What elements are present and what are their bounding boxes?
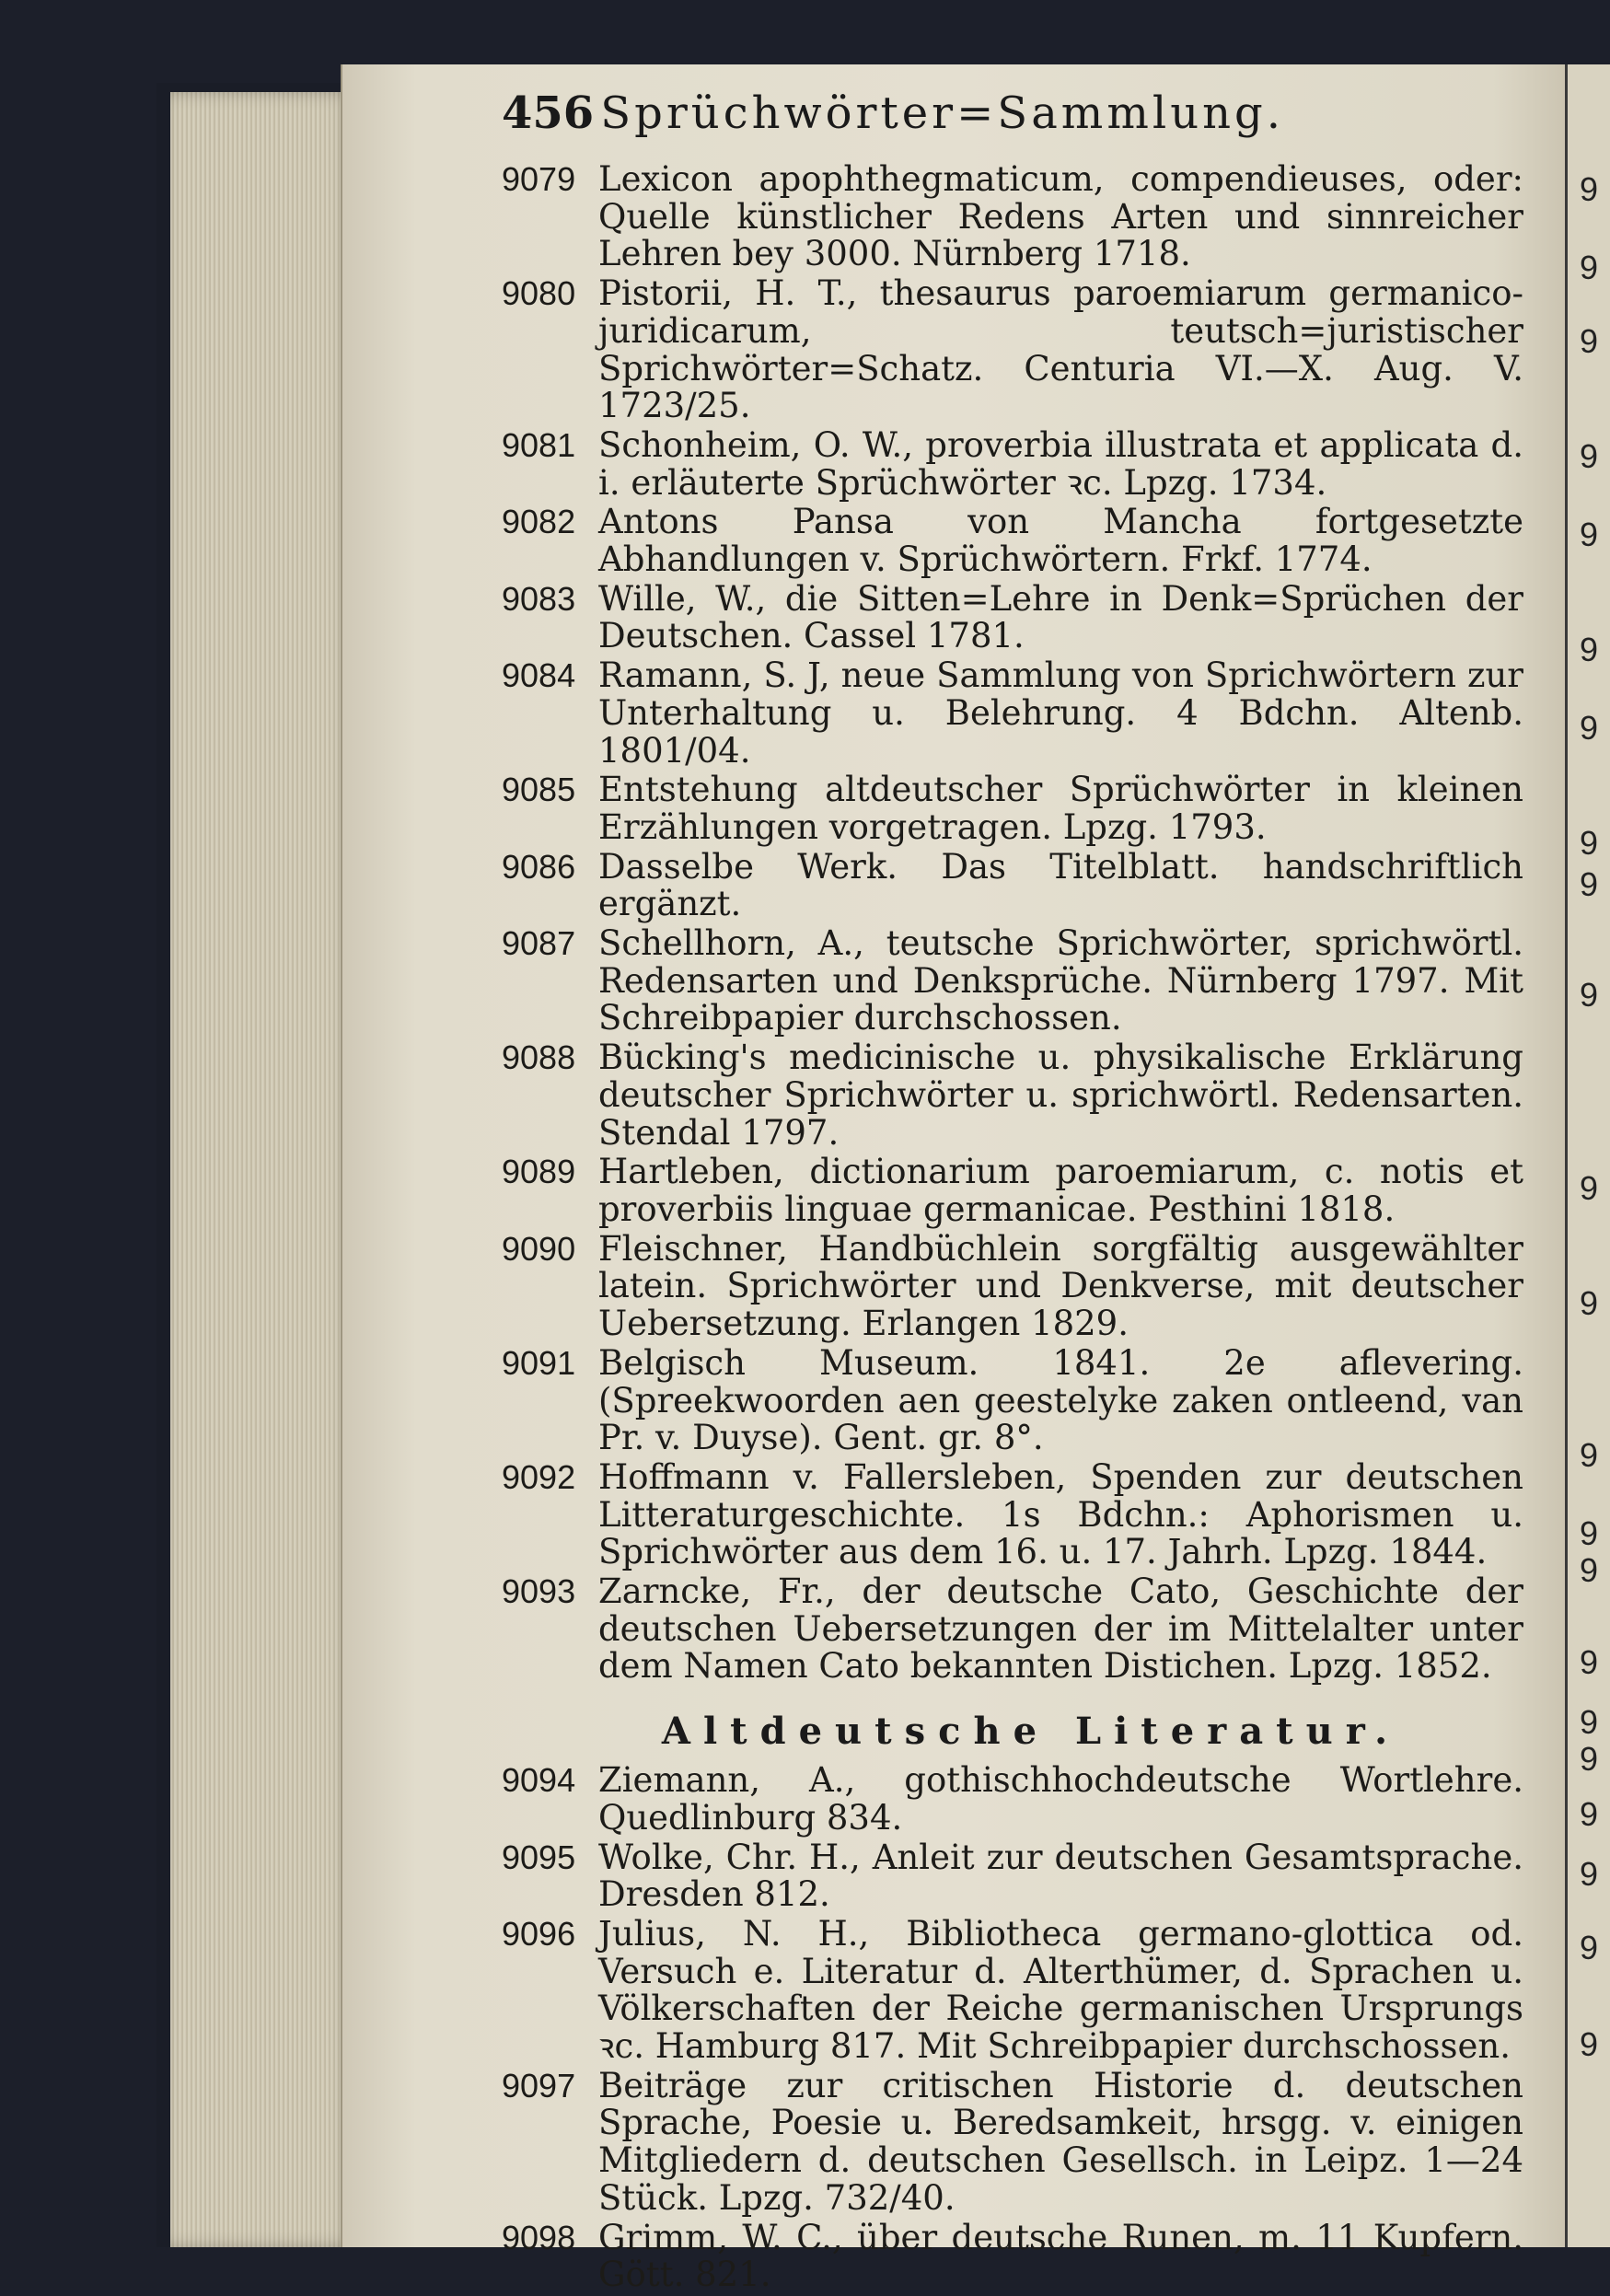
entry-number: 9085 — [502, 771, 576, 809]
margin-number: 9 — [1580, 1795, 1599, 1833]
section-heading: Altdeutsche Literatur. — [661, 1710, 1401, 1754]
entry-number: 9086 — [502, 847, 576, 886]
catalogue-entry — [502, 771, 1523, 846]
page-number: 456 — [502, 87, 595, 139]
adjacent-page-edge — [1565, 64, 1610, 2247]
margin-number: 9 — [1580, 1436, 1599, 1474]
catalogue-entry — [502, 1456, 1523, 1572]
catalogue-entry — [502, 504, 1523, 578]
margin-number: 9 — [1580, 322, 1599, 360]
entry-text: Dasselbe Werk. Das Titelblatt. handschriftlich ergänzt. — [598, 846, 1523, 924]
margin-number: 9 — [1580, 249, 1599, 286]
entry-number: 9094 — [502, 1761, 576, 1800]
catalogue-entry — [502, 1913, 1523, 2067]
entry-text: Wolke, Chr. H., Anleit zur deutschen Gesamtsprache. Dresden 812. — [598, 1837, 1523, 1915]
entry-text: Ziemann, A., gothischhochdeutsche Wortlehre. Quedlinburg 834. — [598, 1760, 1523, 1838]
entry-number: 9093 — [502, 1572, 576, 1611]
entry-number: 9080 — [502, 274, 576, 313]
entry-number: 9084 — [502, 656, 576, 695]
margin-number: 9 — [1580, 976, 1599, 1014]
entry-number: 9087 — [502, 924, 576, 963]
catalogue-entry — [502, 1342, 1523, 1458]
catalogue-entry — [502, 578, 1523, 656]
margin-number: 9 — [1580, 1855, 1599, 1893]
entry-number: 9088 — [502, 1038, 576, 1077]
margin-number: 9 — [1580, 709, 1599, 747]
margin-number: 9 — [1580, 1514, 1599, 1552]
catalogue-entry — [502, 1573, 1523, 1686]
entry-number: 9082 — [502, 503, 576, 541]
entry-text: Lexicon apophthegmaticum, compendieuses, oder: Quelle künstlicher Redens Arten und sinnreicher Lehren bey 3000. Nürnberg 1718. — [598, 159, 1523, 274]
entry-number: 9091 — [502, 1343, 576, 1382]
catalogue-entry — [502, 2217, 1523, 2295]
margin-number: 9 — [1580, 516, 1599, 553]
entry-text: Schellhorn, A., teutsche Sprichwörter, sprichwörtl. Redensarten und Denksprüche. Nürnberg 1797. Mit Schreibpapier durchschossen. — [598, 923, 1523, 1038]
catalogue-entry — [502, 1228, 1523, 1344]
margin-number: 9 — [1580, 437, 1599, 475]
margin-number: 9 — [1580, 170, 1599, 208]
entry-text: Belgisch Museum. 1841. 2e aflevering. (Spreekwoorden aen geestelyke zaken ontleend, van Pr. v. Duyse). Gent. gr. 8°. — [598, 1342, 1523, 1458]
margin-number: 9 — [1580, 1169, 1599, 1207]
margin-number: 9 — [1580, 2025, 1599, 2063]
catalogue-entry — [502, 275, 1523, 425]
catalogue-entry — [502, 1762, 1523, 1837]
margin-number: 9 — [1580, 1284, 1599, 1322]
entry-text: Antons Pansa von Mancha fortgesetzte Abhandlungen v. Sprüchwörtern. Frkf. 1774. — [598, 502, 1523, 580]
margin-number: 9 — [1580, 1740, 1599, 1778]
margin-number: 9 — [1580, 824, 1599, 862]
running-head — [502, 81, 1284, 145]
catalogue-entry — [502, 925, 1523, 1038]
entry-number: 9083 — [502, 579, 576, 618]
entry-text: Grimm, W. C., über deutsche Runen, m. 11 Kupfern. Gött. 821. — [598, 2217, 1523, 2295]
margin-number: 9 — [1580, 1703, 1599, 1741]
entry-number: 9096 — [502, 1914, 576, 1953]
catalogue-entry — [502, 1039, 1523, 1152]
entry-number: 9097 — [502, 2066, 576, 2105]
catalogue-entry — [502, 424, 1523, 503]
entry-number: 9090 — [502, 1229, 576, 1268]
margin-number: 9 — [1580, 865, 1599, 903]
entry-text: Hoffmann v. Fallersleben, Spenden zur deutschen Litteraturgeschichte. 1s Bdchn.: Aphorismen u. Sprichwörter aus dem 16. u. 17. Jahrh. Lpzg. 1844. — [598, 1456, 1523, 1572]
catalogue-entry — [502, 2065, 1523, 2218]
entry-text: Hartleben, dictionarium paroemiarum, c. notis et proverbiis linguae germanicae. Pesthini 1818. — [598, 1152, 1523, 1229]
catalogue-entries — [502, 161, 1523, 2296]
margin-number: 9 — [1580, 631, 1599, 668]
entry-number: 9095 — [502, 1838, 576, 1876]
page-edges — [170, 92, 354, 2247]
entry-number: 9089 — [502, 1153, 576, 1191]
entry-text: Schonheim, O. W., proverbia illustrata et applicata d. i. erläuterte Sprüchwörter ꝛc. Lpzg. 1734. — [598, 424, 1523, 503]
entry-text: Fleischner, Handbüchlein sorgfältig ausgewählter latein. Sprichwörter und Denkverse, mit deutscher Uebersetzung. Erlangen 1829. — [598, 1228, 1523, 1344]
entry-number: 9092 — [502, 1457, 576, 1496]
page-title: Sprüchwörter=Sammlung. — [600, 87, 1284, 139]
entry-text: Beiträge zur critischen Historie d. deutschen Sprache, Poesie u. Beredsamkeit, hrsgg. v. einigen Mitgliedern d. deutschen Gesellsch. in Leipz. 1—24 Stück. Lpzg. 732/40. — [598, 2065, 1523, 2218]
catalogue-entry — [502, 846, 1523, 924]
margin-number: 9 — [1580, 1929, 1599, 1966]
entry-number: 9098 — [502, 2218, 576, 2256]
entry-text: Entstehung altdeutscher Sprüchwörter in kleinen Erzählungen vorgetragen. Lpzg. 1793. — [598, 770, 1523, 847]
catalogue-entry — [502, 1839, 1523, 1914]
catalogue-entry — [502, 657, 1523, 770]
margin-number: 9 — [1580, 1551, 1599, 1589]
entry-number: 9079 — [502, 160, 576, 198]
catalogue-entry — [502, 161, 1523, 273]
catalogue-entry — [502, 1154, 1523, 1228]
margin-number: 9 — [1580, 1643, 1599, 1681]
entry-text: Wille, W., die Sitten=Lehre in Denk=Sprüchen der Deutschen. Cassel 1781. — [598, 578, 1523, 656]
entry-text: Bücking's medicinische u. physikalische Erklärung deutscher Sprichwörter u. sprichwörtl. Redensarten. Stendal 1797. — [598, 1038, 1523, 1153]
entry-text: Julius, N. H., Bibliotheca germano-glottica od. Versuch e. Literatur d. Alterthümer, d. Sprachen u. Völkerschaften der Reiche germanischen Ursprungs ꝛc. Hamburg 817. Mit Schreibpapier durchschossen. — [598, 1913, 1523, 2067]
entry-text: Pistorii, H. T., thesaurus paroemiarum germanico-juridicarum, teutsch=juristischer Sprichwörter=Schatz. Centuria VI.—X. Aug. V. 1723/25. — [598, 273, 1523, 426]
entry-text: Ramann, S. J, neue Sammlung von Sprichwörtern zur Unterhaltung u. Belehrung. 4 Bdchn. Altenb. 1801/04. — [598, 655, 1523, 771]
entry-number: 9081 — [502, 425, 576, 464]
entry-text: Zarncke, Fr., der deutsche Cato, Geschichte der deutschen Uebersetzungen der im Mittelalter unter dem Namen Cato bekannten Distichen. Lpzg. 1852. — [598, 1571, 1523, 1687]
